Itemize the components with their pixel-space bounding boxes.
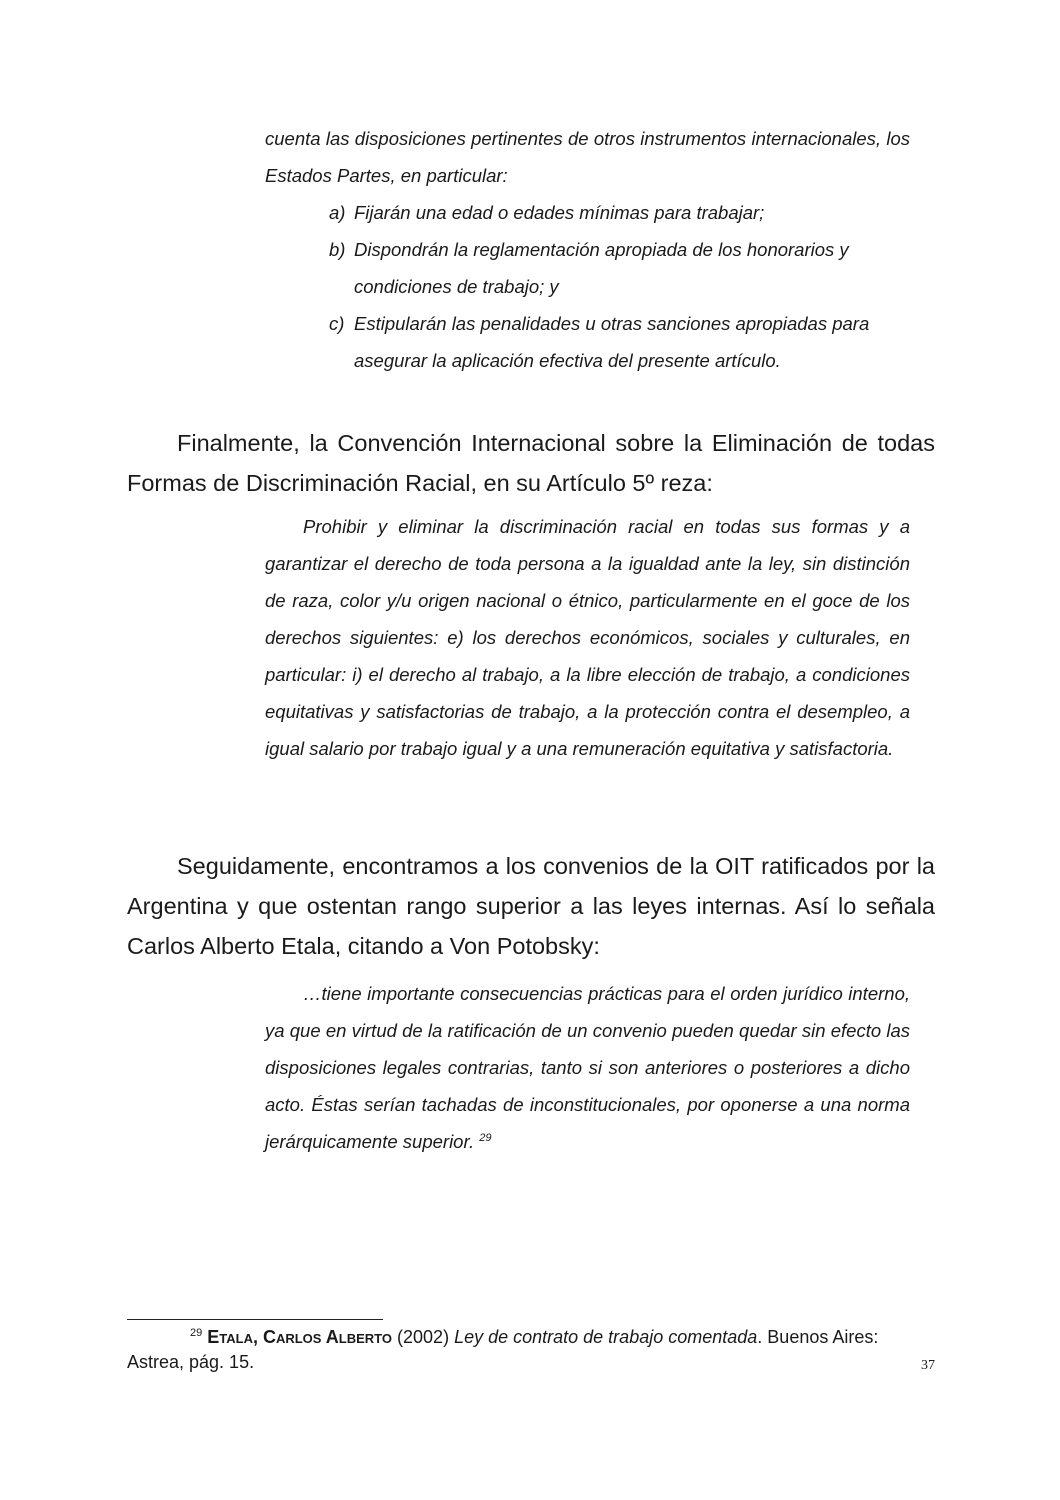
top-quote-text: cuenta las disposiciones pertinentes de otros instrumentos internacionales, los Estados Partes, en particular: [265, 128, 910, 186]
top-quote [265, 120, 910, 194]
footnote [127, 1325, 935, 1375]
paragraph-convention: Finalmente, la Convención Internacional sobre la Eliminación de todas Formas de Discriminación Racial, en su Artículo 5º reza: [127, 430, 935, 496]
list-item-text: Fijarán una edad o edades mínimas para trabajar; [354, 202, 765, 223]
list-item-text: Dispondrán la reglamentación apropiada de los honorarios y condiciones de trabajo; y [354, 239, 849, 297]
list-marker: c) [329, 313, 345, 334]
list-marker: a) [329, 202, 346, 223]
quote-potobsky-text: …tiene importante consecuencias prácticas para el orden jurídico interno, ya que en virtud de la ratificación de un convenio pueden quedar sin efecto las disposiciones legales contrarias, tanto si son anteriores o posteriores a dicho acto. Éstas serían tachadas de inconstitucionales, por oponerse a una norma jerárquicamente superior. [265, 983, 910, 1152]
list-item [329, 305, 910, 379]
footnote-year: (2002) [397, 1327, 450, 1347]
quote-convention-text: Prohibir y eliminar la discriminación racial en todas sus formas y a garantizar el derecho de toda persona a la igualdad ante la ley, sin distinción de raza, color y/u origen nacional o étnico, particularmente en el goce de los derechos siguientes: e) los derechos económicos, sociales y culturales, en particular: i) el derecho al trabajo, a la libre elección de trabajo, a condiciones equitativas y satisfactorias de trabajo, a la protección contra el desempleo, a igual salario por trabajo igual y a una remuneración equitativa y satisfactoria. [265, 516, 910, 759]
footnote-divider [127, 1319, 383, 1320]
list-marker: b) [329, 239, 346, 260]
list-item [329, 194, 910, 231]
top-quote-list [329, 194, 910, 379]
footnote-author: Etala, Carlos Alberto [207, 1327, 393, 1347]
paragraph-oit: Seguidamente, encontramos a los convenios de la OIT ratificados por la Argentina y que ostentan rango superior a las leyes internas. Así lo señala Carlos Alberto Etala, citando a Von Potobsky: [127, 853, 935, 959]
footnote-title: Ley de contrato de trabajo comentada [454, 1327, 758, 1347]
list-item [329, 231, 910, 305]
footnote-publisher: . Buenos Aires: Astrea, pág. 15. [127, 1327, 879, 1372]
page-number: 37 [921, 1358, 935, 1373]
footnote-reference[interactable]: 29 [479, 1131, 492, 1144]
list-item-text: Estipularán las penalidades u otras sanciones apropiadas para asegurar la aplicación efectiva del presente artículo. [354, 313, 870, 371]
footnote-number: 29 [190, 1327, 203, 1339]
quote-potobsky [265, 975, 910, 1160]
quote-convention [265, 508, 910, 767]
